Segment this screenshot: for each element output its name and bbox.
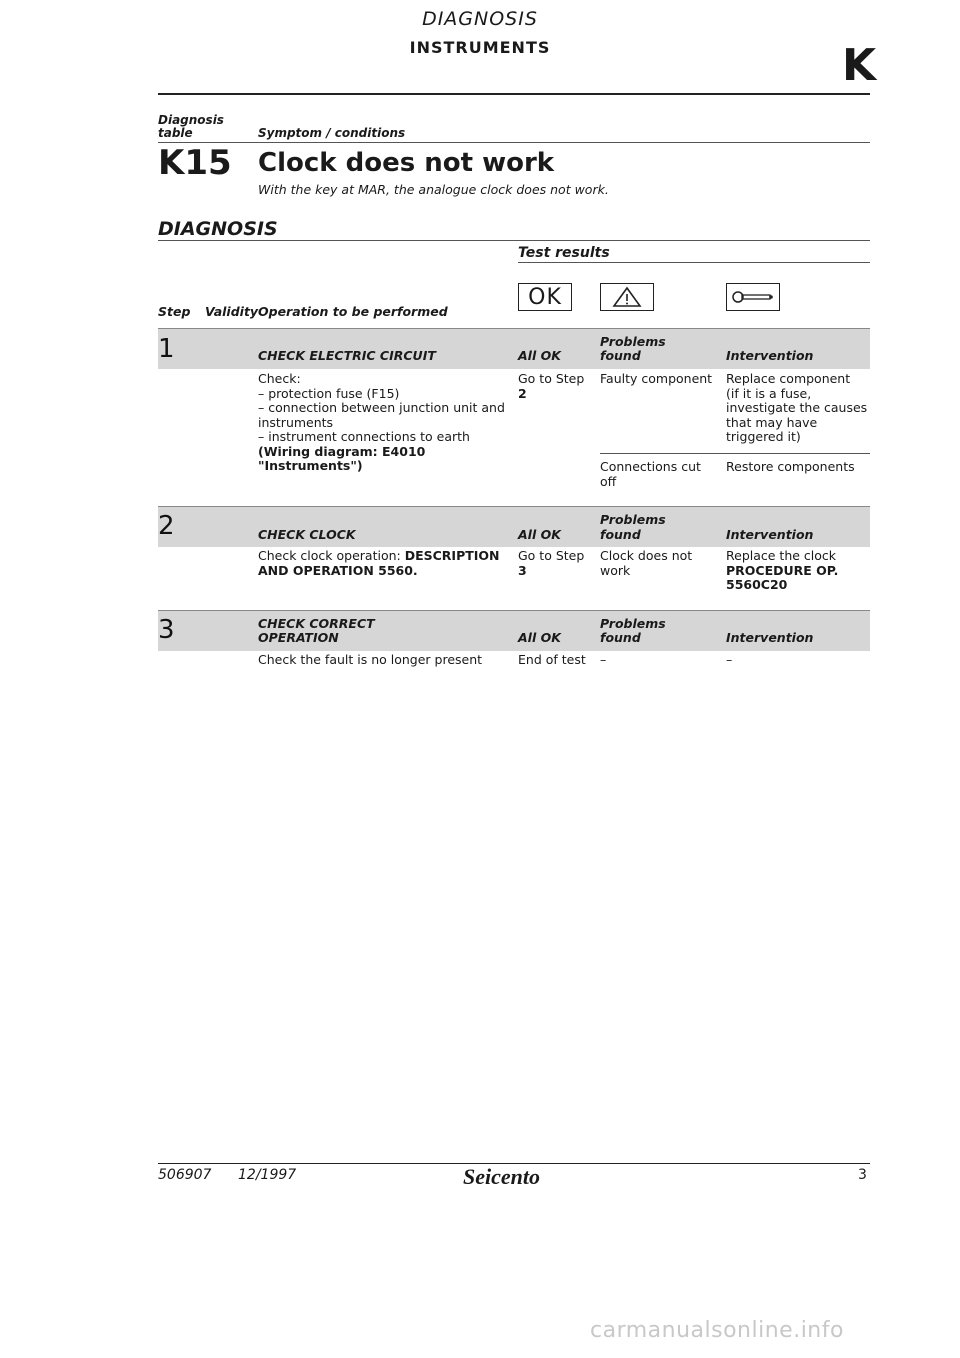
step-1-operation [258,372,508,474]
ok-box [518,283,572,311]
step-3-label: CHECK CORRECT [258,616,375,631]
step-1-goto: Go to Step [518,371,585,386]
step-2-prob-line: work [600,562,631,578]
step-2-found: found [600,527,641,542]
test-results-label: Test results [518,245,610,261]
symptom-conditions-label: Symptom / conditions [258,126,406,140]
footer-brand-logo: Seicento [463,1164,540,1189]
step-3-problem: – [600,652,607,667]
step-3-intervention: Intervention [726,630,814,645]
step-1-int-line: triggered it) [726,429,801,444]
diagnosis-table-label: Diagnosis [158,113,224,127]
footer-date: 12/1997 [238,1167,297,1183]
diagnosis-rule [158,240,870,241]
step-3-label-2: OPERATION [258,630,339,645]
step-2-intervention-body [726,549,838,593]
step-1-wiring-ref-2: "Instruments") [258,458,363,473]
step-1-op-line: – instrument connections to earth [258,429,470,444]
step-1-op-line: – connection between junction unit and [258,400,505,415]
step-1-goto-step: 2 [518,385,527,401]
step-1-wiring-ref: (Wiring diagram: E4010 [258,443,426,459]
step-1-op-line: Check: [258,371,301,386]
fault-title: Clock does not work [258,148,555,178]
step-1-int-line: investigate the causes [726,400,868,415]
footer-doc-number: 506907 [158,1167,212,1183]
symptom-rule [158,142,870,143]
step-2-int-text: Replace the clock [726,548,837,563]
step-2-op-text: Check clock operation: [258,548,405,563]
step-1-int-line: (if it is a fuse, [726,385,812,401]
footer-page-number: 3 [858,1167,867,1183]
watermark: carmanualsonline.info [590,1318,844,1343]
header-subtitle: INSTRUMENTS [409,38,551,57]
step-3-ok-result: End of test [518,652,586,667]
test-results-rule [518,262,870,263]
step-2-ok-result [518,549,584,578]
step-2-int-ref: PROCEDURE OP. [726,562,839,578]
table-label: table [158,126,193,140]
header-rule [158,93,870,95]
col-operation: Operation to be performed [258,304,448,319]
step-1-op-line: instruments [258,414,334,430]
step-1-all-ok: All OK [518,348,561,363]
step-1-intervention-2: Restore components [726,459,855,474]
step-1-problem-2 [600,460,701,489]
step-2-all-ok: All OK [518,527,561,542]
step-1-problems: Problems [600,334,666,349]
step-3-all-ok: All OK [518,630,561,645]
step-2-prob-line: Clock does not [600,548,693,563]
tool-box [726,283,780,311]
header-title: DIAGNOSIS [422,8,538,30]
step-1-int-line: that may have [726,414,818,430]
step-1-prob2-line: Connections cut [600,459,701,474]
step-2-goto: Go to Step [518,548,585,563]
diagnosis-heading: DIAGNOSIS [158,218,278,240]
step-1-label: CHECK ELECTRIC CIRCUIT [258,348,436,363]
step-3-problems: Problems [600,616,666,631]
step-2-problem [600,549,692,578]
step-1-ok-result [518,372,584,401]
col-step: Step [158,304,191,319]
step-1-found: found [600,348,641,363]
fault-code: K15 [158,143,232,183]
step-3-intervention-body: – [726,652,733,667]
step-2-label: CHECK CLOCK [258,527,356,542]
wrench-icon [731,288,775,306]
step-2-intervention: Intervention [726,527,814,542]
warning-triangle-icon [612,286,642,308]
step-1-intervention: Intervention [726,348,814,363]
step-1-op-line: – protection fuse (F15) [258,385,400,401]
step-3-found: found [600,630,641,645]
step-2-problems: Problems [600,512,666,527]
step-2-goto-step: 3 [518,562,527,578]
step-1-prob2-line: off [600,473,617,489]
step-2-int-ref-2: 5560C20 [726,577,788,592]
step-2-operation [258,549,513,578]
step-3-operation: Check the fault is no longer present [258,652,483,667]
warning-box [600,283,654,311]
step-2-op-ref: DESCRIPTION [404,548,500,563]
step-1-number: 1 [158,334,175,364]
step-1-int-line: Replace component [726,371,851,386]
step-1-intervention-1 [726,372,870,445]
section-letter: K [842,40,877,91]
step-1-problem-1: Faulty component [600,371,713,386]
fault-description: With the key at MAR, the analogue clock does not work. [258,182,609,197]
step-2-op-ref-2: AND OPERATION 5560. [258,562,418,578]
col-validity: Validity [205,304,259,319]
step-1-divider [600,453,870,454]
ok-label: OK [528,284,562,310]
step-3-number: 3 [158,615,175,645]
step-2-number: 2 [158,511,175,541]
